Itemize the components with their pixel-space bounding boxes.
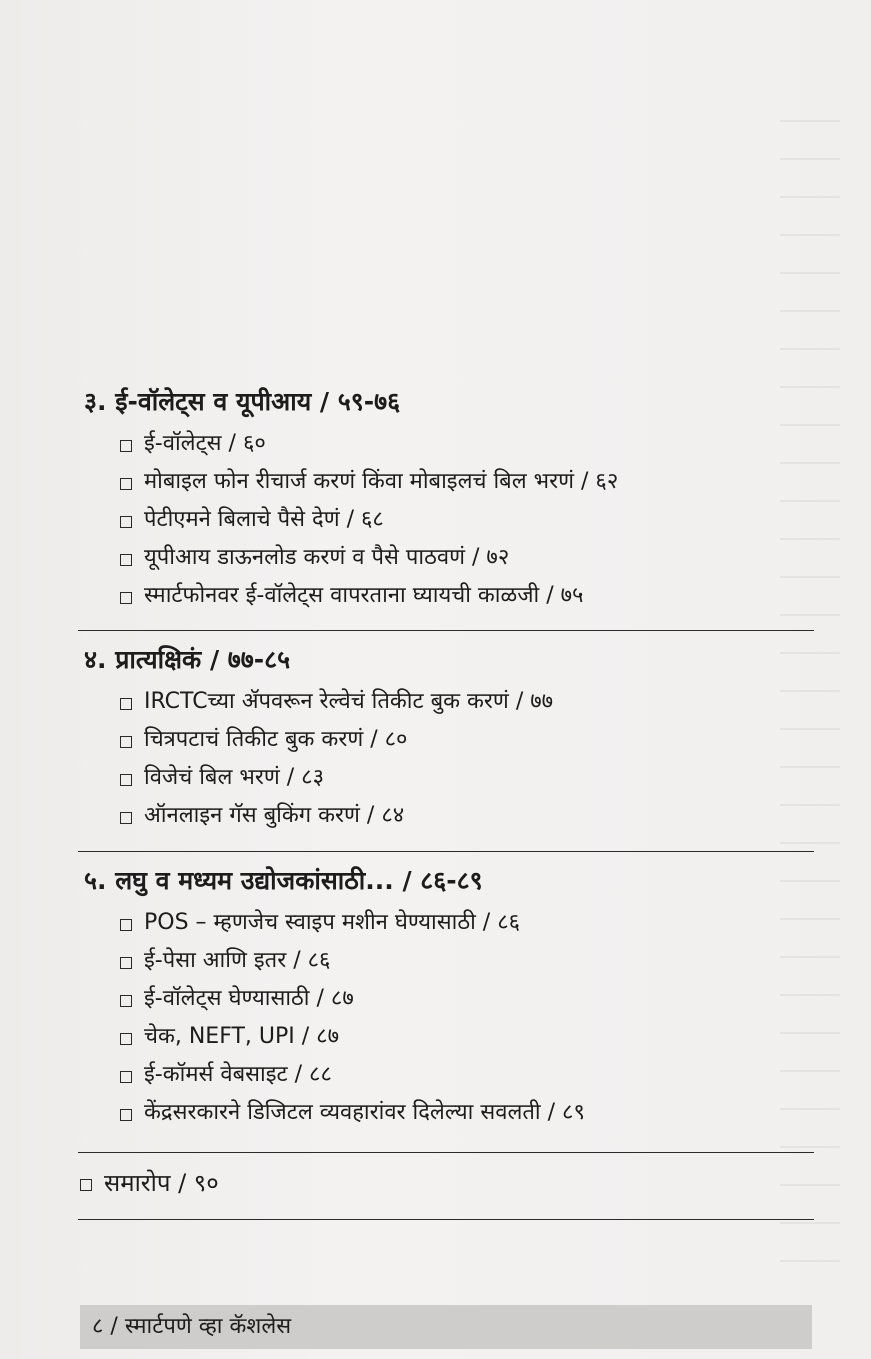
list-item: ई-वॉलेट्स / ६०	[120, 425, 814, 463]
section-items	[78, 904, 814, 1132]
section-title: ३. ई-वॉलेट्स व यूपीआय / ५९-७६	[84, 387, 401, 416]
list-item: ई-वॉलेट्स घेण्यासाठी / ८७	[120, 980, 814, 1018]
list-item: स्मार्टफोनवर ई-वॉलेट्स वापरताना घ्यायची काळजी / ७५	[120, 577, 814, 615]
list-item: विजेचं बिल भरणं / ८३	[120, 759, 814, 797]
checkbox-square-icon	[80, 1179, 92, 1191]
checkbox-square-icon	[120, 812, 132, 824]
checkbox-square-icon	[120, 592, 132, 604]
checkbox-square-icon	[120, 516, 132, 528]
checkbox-square-icon	[120, 440, 132, 452]
list-item: केंद्रसरकारने डिजिटल व्यवहारांवर दिलेल्या सवलती / ८९	[120, 1094, 814, 1132]
list-item: POS – म्हणजेच स्वाइप मशीन घेण्यासाठी / ८६	[120, 904, 814, 942]
checkbox-square-icon	[120, 1109, 132, 1121]
section-3	[78, 385, 814, 615]
section-divider	[78, 851, 814, 852]
section-items	[78, 683, 814, 835]
section-4	[78, 643, 814, 835]
conclusion-item: समारोप / ९०	[78, 1163, 814, 1203]
checkbox-square-icon	[120, 478, 132, 490]
conclusion-section	[78, 1163, 814, 1203]
list-item: मोबाइल फोन रीचार्ज करणं किंवा मोबाइलचं बिल भरणं / ६२	[120, 463, 814, 501]
list-item: यूपीआय डाऊनलोड करणं व पैसे पाठवणं / ७२	[120, 539, 814, 577]
section-divider	[78, 630, 814, 631]
list-item: चेक, NEFT, UPI / ८७	[120, 1018, 814, 1056]
checkbox-square-icon	[120, 774, 132, 786]
list-item: ई-कॉमर्स वेबसाइट / ८८	[120, 1056, 814, 1094]
checkbox-square-icon	[120, 1071, 132, 1083]
list-item: चित्रपटाचं तिकीट बुक करणं / ८०	[120, 721, 814, 759]
checkbox-square-icon	[120, 554, 132, 566]
checkbox-square-icon	[120, 736, 132, 748]
page-footer: ८ / स्मार्टपणे व्हा कॅशलेस	[80, 1305, 812, 1349]
list-item: ऑनलाइन गॅस बुकिंग करणं / ८४	[120, 797, 814, 835]
section-divider	[78, 1152, 814, 1153]
section-title: ४. प्रात्यक्षिकं / ७७-८५	[84, 645, 291, 674]
section-divider	[78, 1219, 814, 1220]
list-item: पेटीएमने बिलाचे पैसे देणं / ६८	[120, 501, 814, 539]
section-5	[78, 864, 814, 1132]
list-item: ई-पेसा आणि इतर / ८६	[120, 942, 814, 980]
list-item: IRCTCच्या ॲपवरून रेल्वेचं तिकीट बुक करणं / ७७	[120, 683, 814, 721]
checkbox-square-icon	[120, 919, 132, 931]
section-title: ५. लघु व मध्यम उद्योजकांसाठी... / ८६-८९	[84, 866, 483, 895]
checkbox-square-icon	[120, 995, 132, 1007]
checkbox-square-icon	[120, 698, 132, 710]
section-items	[78, 425, 814, 615]
checkbox-square-icon	[120, 957, 132, 969]
checkbox-square-icon	[120, 1033, 132, 1045]
